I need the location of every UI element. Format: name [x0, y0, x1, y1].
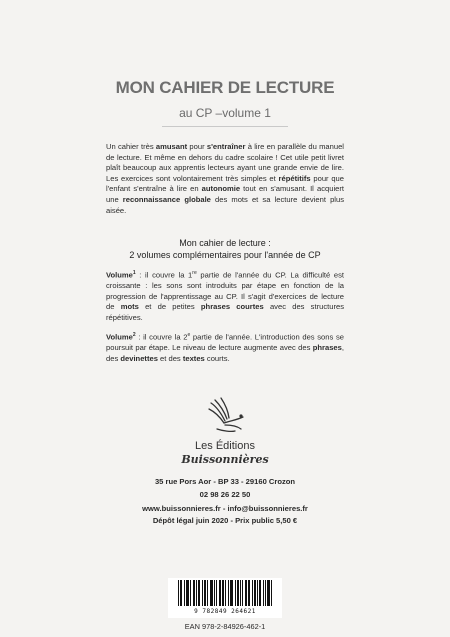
volume2-text-1: 2	[132, 332, 136, 338]
intro-text-10: des mots et sa lecture devient plus aisée.	[106, 194, 344, 215]
volume1-text-2: : il couvre la 1	[135, 270, 193, 280]
volume2-text-9: textes	[182, 353, 205, 363]
divider	[162, 126, 288, 127]
intro-text-8: tout en s'amusant. Il acquiert une	[106, 184, 344, 204]
volume1-text-1: 1	[132, 270, 136, 276]
volume1-text-8: avec des structures répétitives.	[106, 302, 345, 322]
volume2-text-4: partie de l'année. L'introduction des sons se poursuit par étape. Le niveau de lecture augmente avec des	[106, 332, 344, 353]
intro-text-6: pour que l'enfant s'entraîne à lire en	[106, 173, 344, 194]
volume2-text-8: et des	[157, 353, 183, 363]
intro-text-4: à lire en parallèle du manuel de lecture. Et même en dehors du cadre scolaire ! Cet utile petit livret plaît beaucoup aux apprentis lecteurs ayant une grande envie de lire. Les exercices sont volontairement très simples et	[106, 142, 344, 183]
volume1-text-6: et de petites	[138, 302, 201, 312]
intro-text-5: répétitifs	[278, 173, 311, 183]
website-email: www.buissonnieres.fr - info@buissonnieres.fr	[142, 504, 308, 513]
volumes-heading	[0, 237, 450, 261]
bird-logo-icon	[205, 395, 247, 435]
volumes-heading-line1: Mon cahier de lecture :	[179, 238, 271, 248]
volume1-text-5: mots	[120, 302, 139, 312]
subtitle: au CP –volume 1	[179, 106, 271, 120]
intro-text-3: s'entraîner	[206, 142, 246, 151]
volume1-text-4: partie de l'année du CP. La difficulté est croissante : les sons sont introduits par étape en fonction de la progression de l'apprentissage au CP. Il s'agit d'exercices de lecture de	[106, 270, 344, 312]
volume2-text-10: courts.	[204, 353, 230, 363]
intro-text-0: Un cahier très	[106, 142, 156, 151]
phone: 02 98 26 22 50	[199, 490, 251, 499]
intro-text-7: autonomie	[201, 184, 241, 194]
ean-number: EAN 978-2-84926-462-1	[184, 622, 266, 631]
volume1-text-7: phrases courtes	[200, 302, 264, 312]
page-title: MON CAHIER DE LECTURE	[115, 78, 335, 97]
volume2-text-2: : il couvre la 2	[135, 332, 188, 342]
volume2-paragraph	[106, 330, 344, 364]
publisher-brand: Buissonnières	[181, 453, 269, 466]
intro-text-2: pour	[187, 142, 207, 151]
volume1-paragraph	[106, 268, 344, 324]
barcode-digits: 9 782849 264621	[194, 608, 256, 615]
publisher-name: Les Éditions	[195, 440, 255, 452]
volume2-text-5: phrases	[312, 343, 342, 353]
volumes-heading-line2: 2 volumes complémentaires pour l'année de CP	[129, 250, 321, 260]
address: 35 rue Pors Aor - BP 33 - 29160 Crozon	[154, 477, 296, 486]
volume2-text-6: , des	[106, 343, 344, 363]
volume2-text-3: e	[187, 332, 191, 338]
intro-paragraph	[106, 142, 344, 216]
volume2-text-7: devinettes	[120, 353, 158, 363]
intro-text-9: reconnaissance globale	[122, 194, 211, 204]
volume1-text-0: Volume	[106, 270, 133, 280]
legal-price: Dépôt légal juin 2020 - Prix public 5,50 €	[152, 516, 298, 525]
volume1-text-3: re	[192, 270, 197, 276]
volume2-text-0: Volume	[106, 332, 133, 342]
intro-text-1: amusant	[155, 142, 188, 151]
